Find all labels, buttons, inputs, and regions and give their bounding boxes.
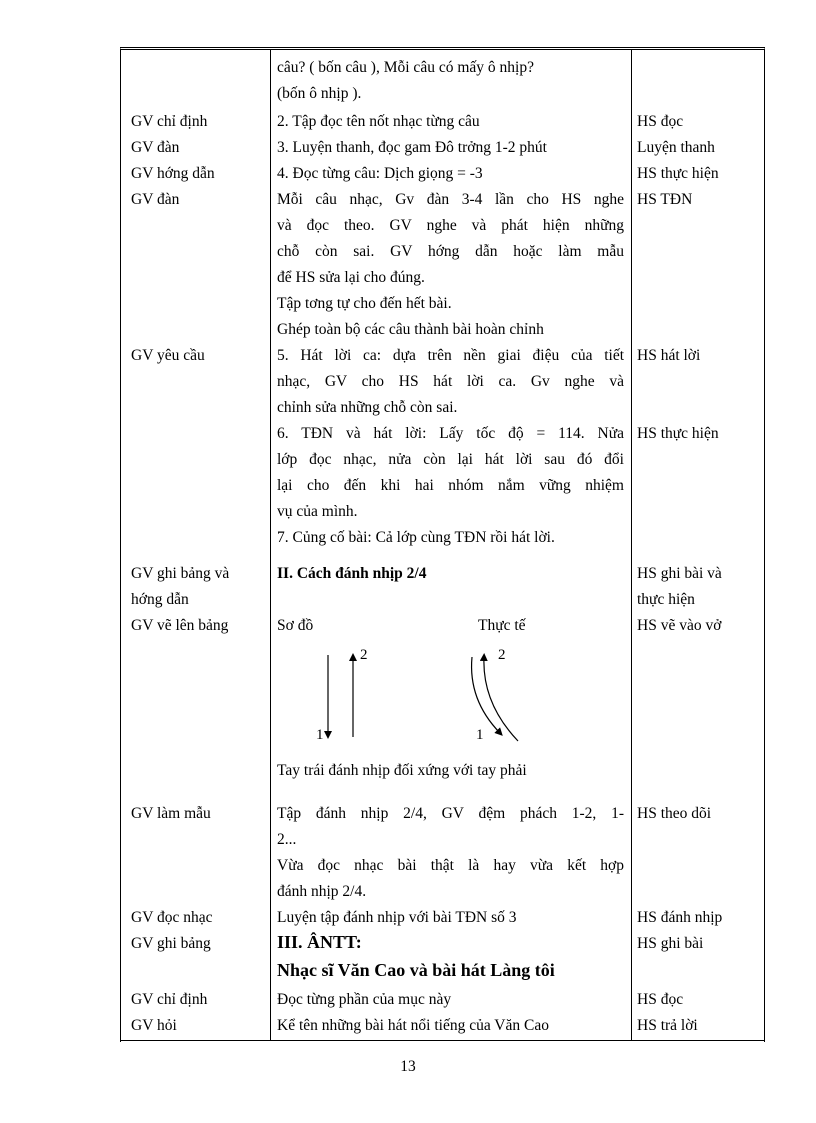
activity-text: Tập tơng tự cho đến hết bài. [277,295,452,312]
student-action: HS trả lời [637,1017,698,1034]
activity-text: 2... [277,831,297,848]
teacher-action: GV ghi bảng và [131,565,230,582]
teacher-action: GV chỉ định [131,113,208,130]
teacher-action: GV yêu cầu [131,347,205,364]
activity-text: 3. Luyện thanh, đọc gam Đô trởng 1-2 phút [277,139,547,156]
activity-text: Ghép toàn bộ các câu thành bài hoàn chỉnh [277,321,544,338]
teacher-action: GV chỉ định [131,991,208,1008]
section-subheading: Nhạc sĩ Văn Cao và bài hát Làng tôi [277,960,555,980]
teacher-action: GV hỏi [131,1017,177,1034]
section-heading: III. ÂNTT: [277,932,362,952]
activity-text: chỗ còn sai. GV hớng dẫn hoặc làm mẫu [277,243,624,260]
activity-text: vụ của mình. [277,503,358,520]
student-action: Luyện thanh [637,139,715,156]
column-divider-2 [631,50,632,1041]
activity-text: để HS sửa lại cho đúng. [277,269,425,286]
activity-text: và đọc theo. GV nghe và phát hiện những [277,217,624,234]
activity-text: 7. Củng cố bài: Cả lớp cùng TĐN rồi hát lời. [277,529,555,546]
beat-one-label: 1 [316,727,324,743]
activity-text: Tập đánh nhịp 2/4, GV đệm phách 1-2, 1- [277,805,624,822]
conducting-pattern-diagram [290,645,550,745]
student-action: HS ghi bài và [637,565,722,582]
student-action: thực hiện [637,591,695,608]
teacher-action: GV hớng dẫn [131,165,215,182]
teacher-action: GV làm mẫu [131,805,211,822]
activity-text: 4. Đọc từng câu: Dịch giọng = -3 [277,165,483,182]
activity-text: 6. TĐN và hát lời: Lấy tốc độ = 114. Nửa [277,425,624,442]
teacher-action: GV đọc nhạc [131,909,213,926]
teacher-action: GV đàn [131,139,180,156]
activity-text: nhạc, GV cho HS hát lời ca. Gv nghe và [277,373,624,390]
actual-beat-two-label: 2 [498,647,506,663]
activity-text: đánh nhịp 2/4. [277,883,367,900]
student-action: HS đọc [637,113,684,130]
activity-text: Luyện tập đánh nhịp với bài TĐN số 3 [277,909,517,926]
student-action: HS đọc [637,991,684,1008]
student-action: HS thực hiện [637,425,719,442]
beat-two-label: 2 [360,647,368,663]
activity-text: lớp đọc nhạc, nửa còn lại hát lời sau đó đổi [277,451,624,468]
activity-text: chỉnh sửa những chỗ còn sai. [277,399,458,416]
activity-text: Mỗi câu nhạc, Gv đàn 3-4 lần cho HS nghe [277,191,624,208]
activity-text: 2. Tập đọc tên nốt nhạc từng câu [277,113,480,130]
diagram-label-actual: Thực tế [478,617,526,634]
teacher-action: GV vẽ lên bảng [131,617,229,634]
student-action: HS vẽ vào vở [637,617,722,634]
actual-beat-one-label: 1 [476,727,484,743]
page-number: 13 [400,1058,416,1075]
activity-text: Tay trái đánh nhịp đối xứng với tay phải [277,762,527,779]
table-bottom-border [120,1040,765,1041]
student-action: HS hát lời [637,347,701,364]
teacher-action: hớng dẫn [131,591,189,608]
diagram-label-scheme: Sơ đồ [277,617,314,634]
activity-text: Vừa đọc nhạc bài thật là hay vừa kết hợp [277,857,624,874]
teacher-action: GV đàn [131,191,180,208]
activity-text: Đọc từng phần của mục này [277,991,452,1008]
student-action: HS đánh nhịp [637,909,723,926]
student-action: HS TĐN [637,191,693,208]
teacher-action: GV ghi bảng [131,935,211,952]
actual-upbeat-arrow [484,657,518,741]
activity-text: 5. Hát lời ca: dựa trên nền giai điệu của tiết [277,347,624,364]
activity-text: (bốn ô nhịp ). [277,85,362,102]
conducting-pattern-svg [290,645,550,745]
activity-text: Kể tên những bài hát nổi tiếng của Văn Cao [277,1017,549,1034]
student-action: HS ghi bài [637,935,704,952]
student-action: HS theo dõi [637,805,712,822]
column-divider-1 [270,50,271,1041]
activity-text: câu? ( bốn câu ), Mỗi câu có mấy ô nhịp? [277,59,534,76]
activity-text: lại cho đến khi hai nhóm nắm vững nhiệm [277,477,624,494]
actual-downbeat-arrow [472,657,500,733]
section-heading: II. Cách đánh nhịp 2/4 [277,565,427,582]
student-action: HS thực hiện [637,165,719,182]
